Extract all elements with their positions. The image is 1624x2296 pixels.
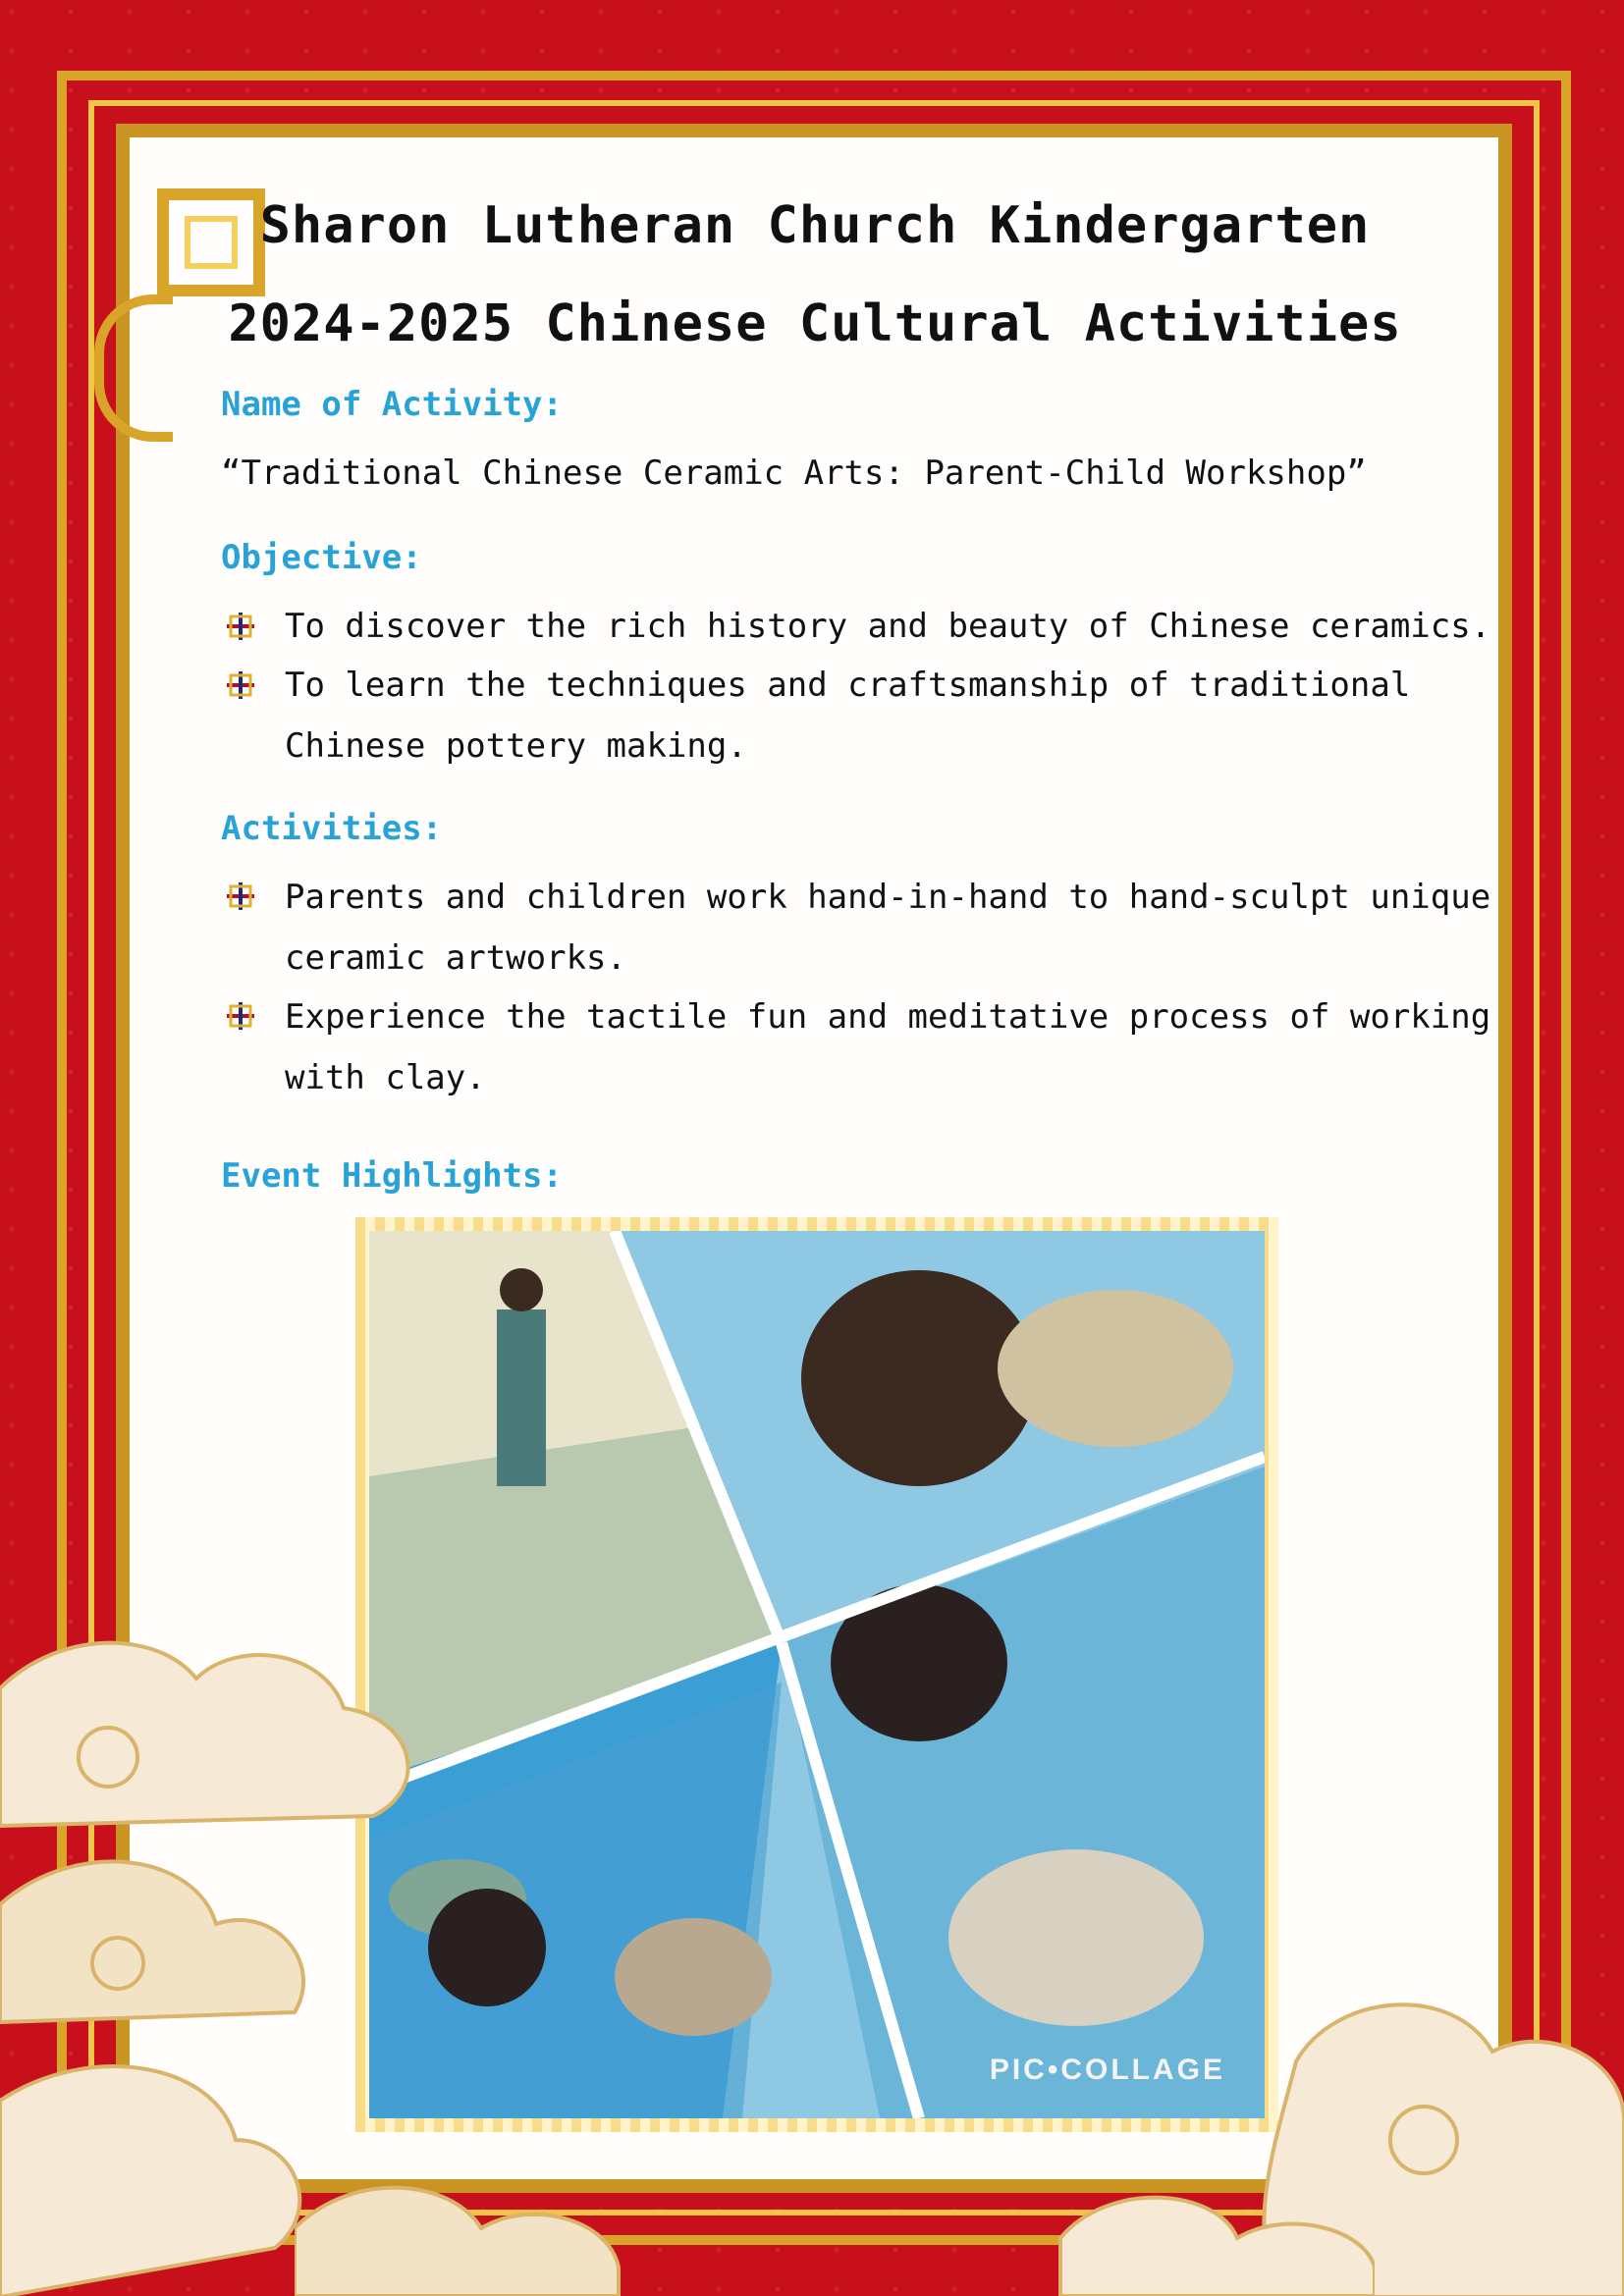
bullet-icon xyxy=(221,607,260,646)
collage-panels xyxy=(369,1231,1265,2118)
watermark-text: PIC•COLLAGE xyxy=(989,2054,1225,2086)
objective-heading: Objective: xyxy=(221,538,422,577)
title-line-2: 2024-2025 Chinese Cultural Activities xyxy=(228,294,1402,353)
activity-name: “Traditional Chinese Ceramic Arts: Parent-Child Workshop” xyxy=(221,454,1367,493)
activities-heading: Activities: xyxy=(221,809,443,848)
activity-item-1-line-1: Parents and children work hand-in-hand to hand-sculpt unique xyxy=(285,878,1491,917)
name-heading: Name of Activity: xyxy=(221,385,563,424)
title-line-1: Sharon Lutheran Church Kindergarten xyxy=(259,196,1371,255)
objective-item-1: To discover the rich history and beauty of Chinese ceramics. xyxy=(285,607,1491,646)
activity-item-2-line-1: Experience the tactile fun and meditative process of working xyxy=(285,997,1491,1037)
event-photo-collage xyxy=(355,1217,1278,2132)
bullet-icon xyxy=(221,877,260,916)
auspicious-cloud-icon xyxy=(295,2110,1375,2296)
collage-image xyxy=(369,1231,1265,2118)
bullet-icon xyxy=(221,996,260,1036)
activity-item-1-line-2: ceramic artworks. xyxy=(285,938,626,978)
objective-item-2-line-2: Chinese pottery making. xyxy=(285,726,747,766)
objective-item-2-line-1: To learn the techniques and craftsmanship of traditional xyxy=(285,666,1411,705)
activity-item-2-line-2: with clay. xyxy=(285,1058,486,1097)
bullet-icon xyxy=(221,666,260,705)
highlights-heading: Event Highlights: xyxy=(221,1156,563,1196)
